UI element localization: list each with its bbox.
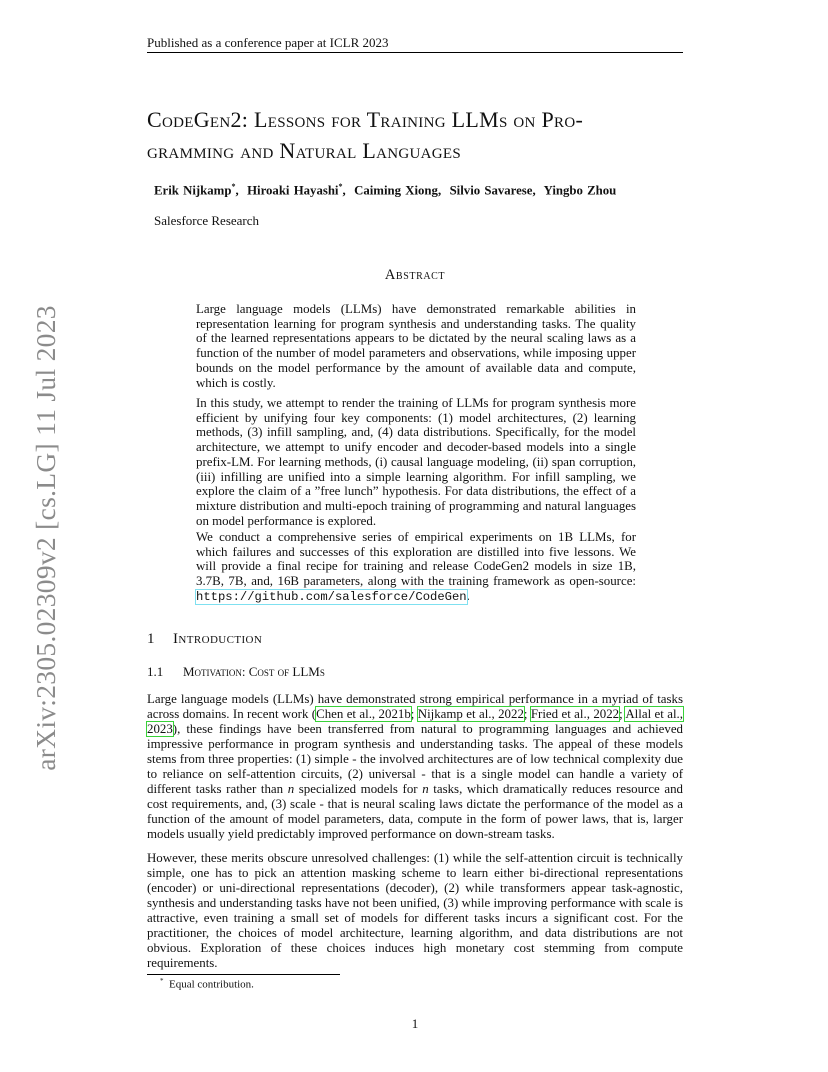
intro-paragraph-1: Large language models (LLMs) have demonstrated strong empirical performance in a myriad of tasks across domains. In recent work (Chen et al., 2021b; Nijkamp et al., 2022; Fried et al., 2022; Allal et al., 2023), these findings have been transferred from natural to programming languages and achieved impressive performance in program synthesis and understanding tasks. The appeal of these models stems from three properties: (1) simple - the involved architectures are of low technical complexity due to reliance on self-attention circuits, (2) universal - that is a single model can handle a variety of different tasks rather than n specialized models for n tasks, which dramatically reduces resource and cost requirements, and, (3) scale - that is neural scaling laws dictate the performance of the model as a function of the amount of model parameters, data, compute in the form of power laws, that is, larger models usually yield predictably improved performance on down-stream tasks. xyxy=(147,692,683,841)
footnote-rule xyxy=(147,974,340,975)
section-heading xyxy=(147,631,262,648)
abstract-heading: Abstract xyxy=(384,267,446,283)
affiliation: Salesforce Research xyxy=(154,213,260,228)
section-title: Introduction xyxy=(173,631,263,647)
math-variable: n xyxy=(422,781,429,796)
intro-text: Large language models (LLMs) have demonstrated strong empirical performance in a myriad of tasks across domains. In recent work ( xyxy=(147,692,683,721)
abstract-text: We conduct a comprehensive series of empirical experiments on 1B LLMs, for which failures and successes of this exploration are distilled into five lessons. We will provide a final recipe for training and release CodeGen2 models in size 1B, 3.7B, 7B, and, 16B parameters, along with the training framework as open-source: xyxy=(196,530,636,589)
author-name: Yingbo Zhou xyxy=(543,183,617,198)
subsection-title: Motivation: Cost of LLMs xyxy=(183,664,325,679)
author-mark: * xyxy=(231,182,236,191)
author-mark: * xyxy=(338,182,343,191)
title-line-2: gramming and Natural Languages xyxy=(147,138,461,163)
author-name: Erik Nijkamp xyxy=(154,183,232,198)
subsection-heading xyxy=(147,664,325,680)
repo-link[interactable]: https://github.com/salesforce/CodeGen xyxy=(196,589,467,604)
subsection-number: 1.1 xyxy=(147,664,164,679)
footnote-mark: * xyxy=(160,977,164,985)
math-variable: n xyxy=(287,781,295,796)
footnote xyxy=(160,977,254,991)
running-head: Published as a conference paper at ICLR 2023 xyxy=(147,35,389,50)
citation-link[interactable]: Allal et al., 2023 xyxy=(147,706,683,736)
paper-title xyxy=(147,104,687,166)
abstract-paragraph-3: We conduct a comprehensive series of empirical experiments on 1B LLMs, for which failures and successes of this exploration are distilled into five lessons. We will provide a final recipe for training and release CodeGen2 models in size 1B, 3.7B, 7B, and, 16B parameters, along with the training framework as open-source: https://github.com/salesforce/CodeGen. xyxy=(196,530,636,604)
citation-link[interactable]: Fried et al., 2022 xyxy=(530,706,620,721)
intro-text: ), these findings have been transferred from natural to programming languages and achieved impressive performance in program synthesis and understanding tasks. The appeal of these models stems from three properties: (1) simple - the involved architectures are of low technical complexity due to reliance on self-attention circuits, (2) universal - that is a single model can handle a variety of different tasks rather than xyxy=(147,721,683,796)
author-name: Hiroaki Hayashi xyxy=(247,183,339,198)
author-name: Caiming Xiong xyxy=(354,183,438,198)
arxiv-id: arXiv:2305.02309v2 [cs.LG] 11 Jul 2023 xyxy=(30,305,61,771)
abstract-paragraph-2: In this study, we attempt to render the training of LLMs for program synthesis more efficient by unifying four key components: (1) model architectures, (2) learning methods, (3) infill sampling, and, (4) data distributions. Specifically, for the model architecture, we attempt to unify encoder and decoder-based models into a single prefix-LM. For learning methods, (i) causal language modeling, (ii) span corruption, (iii) infilling are unified into a simple learning algorithm. For infill sampling, we explore the claim of a ”free lunch” hypothesis. For data distributions, the effect of a mixture distribution and multi-epoch training of programming and natural languages on model performance is explored. xyxy=(196,396,636,528)
arxiv-watermark xyxy=(30,305,61,771)
title-line-1: CodeGen2: Lessons for Training LLMs on Pro- xyxy=(147,107,584,132)
author-list: Erik Nijkamp*, Hiroaki Hayashi*, Caiming Xiong, Silvio Savarese, Yingbo Zhou xyxy=(154,182,617,198)
intro-paragraph-2: However, these merits obscure unresolved challenges: (1) while the self-attention circuit is technically simple, one has to pick an attention masking scheme to learn either bi-directional representations (encoder) or uni-directional representations (decoder), (2) while transformers appear task-agnostic, synthesis and understanding tasks have not been unified, (3) while improving performance with scale is attractive, even training a small set of models for different tasks incurs a significant cost. For the practitioner, the choices of model architecture, learning algorithm, and data distributions are not obvious. Exploration of these choices induces high monetary cost stemming from compute requirements. xyxy=(147,851,683,970)
footnote-text: Equal contribution. xyxy=(169,978,254,991)
citation-link[interactable]: Nijkamp et al., 2022 xyxy=(417,706,524,721)
author-name: Silvio Savarese xyxy=(449,183,533,198)
intro-text: tasks, which dramatically reduces resource and cost requirements, and, (3) scale - that is neural scaling laws dictate the performance of the model as a function of the amount of model parameters, data, compute in the form of power laws, that is, larger models usually yield predictably improved performance on down-stream tasks. xyxy=(147,781,683,841)
section-number: 1 xyxy=(147,631,155,647)
header-rule xyxy=(147,52,683,53)
page-number: 1 xyxy=(411,1016,419,1031)
intro-text: specialized models for xyxy=(294,781,423,796)
abstract-paragraph-1: Large language models (LLMs) have demonstrated remarkable abilities in representation learning for program synthesis and understanding tasks. The quality of the learned representations appears to be dictated by the neural scaling laws as a function of the number of model parameters and observations, while imposing upper bounds on the model performance by the amount of available data and compute, which is costly. xyxy=(196,302,636,390)
citation-link[interactable]: Chen et al., 2021b xyxy=(316,706,411,721)
